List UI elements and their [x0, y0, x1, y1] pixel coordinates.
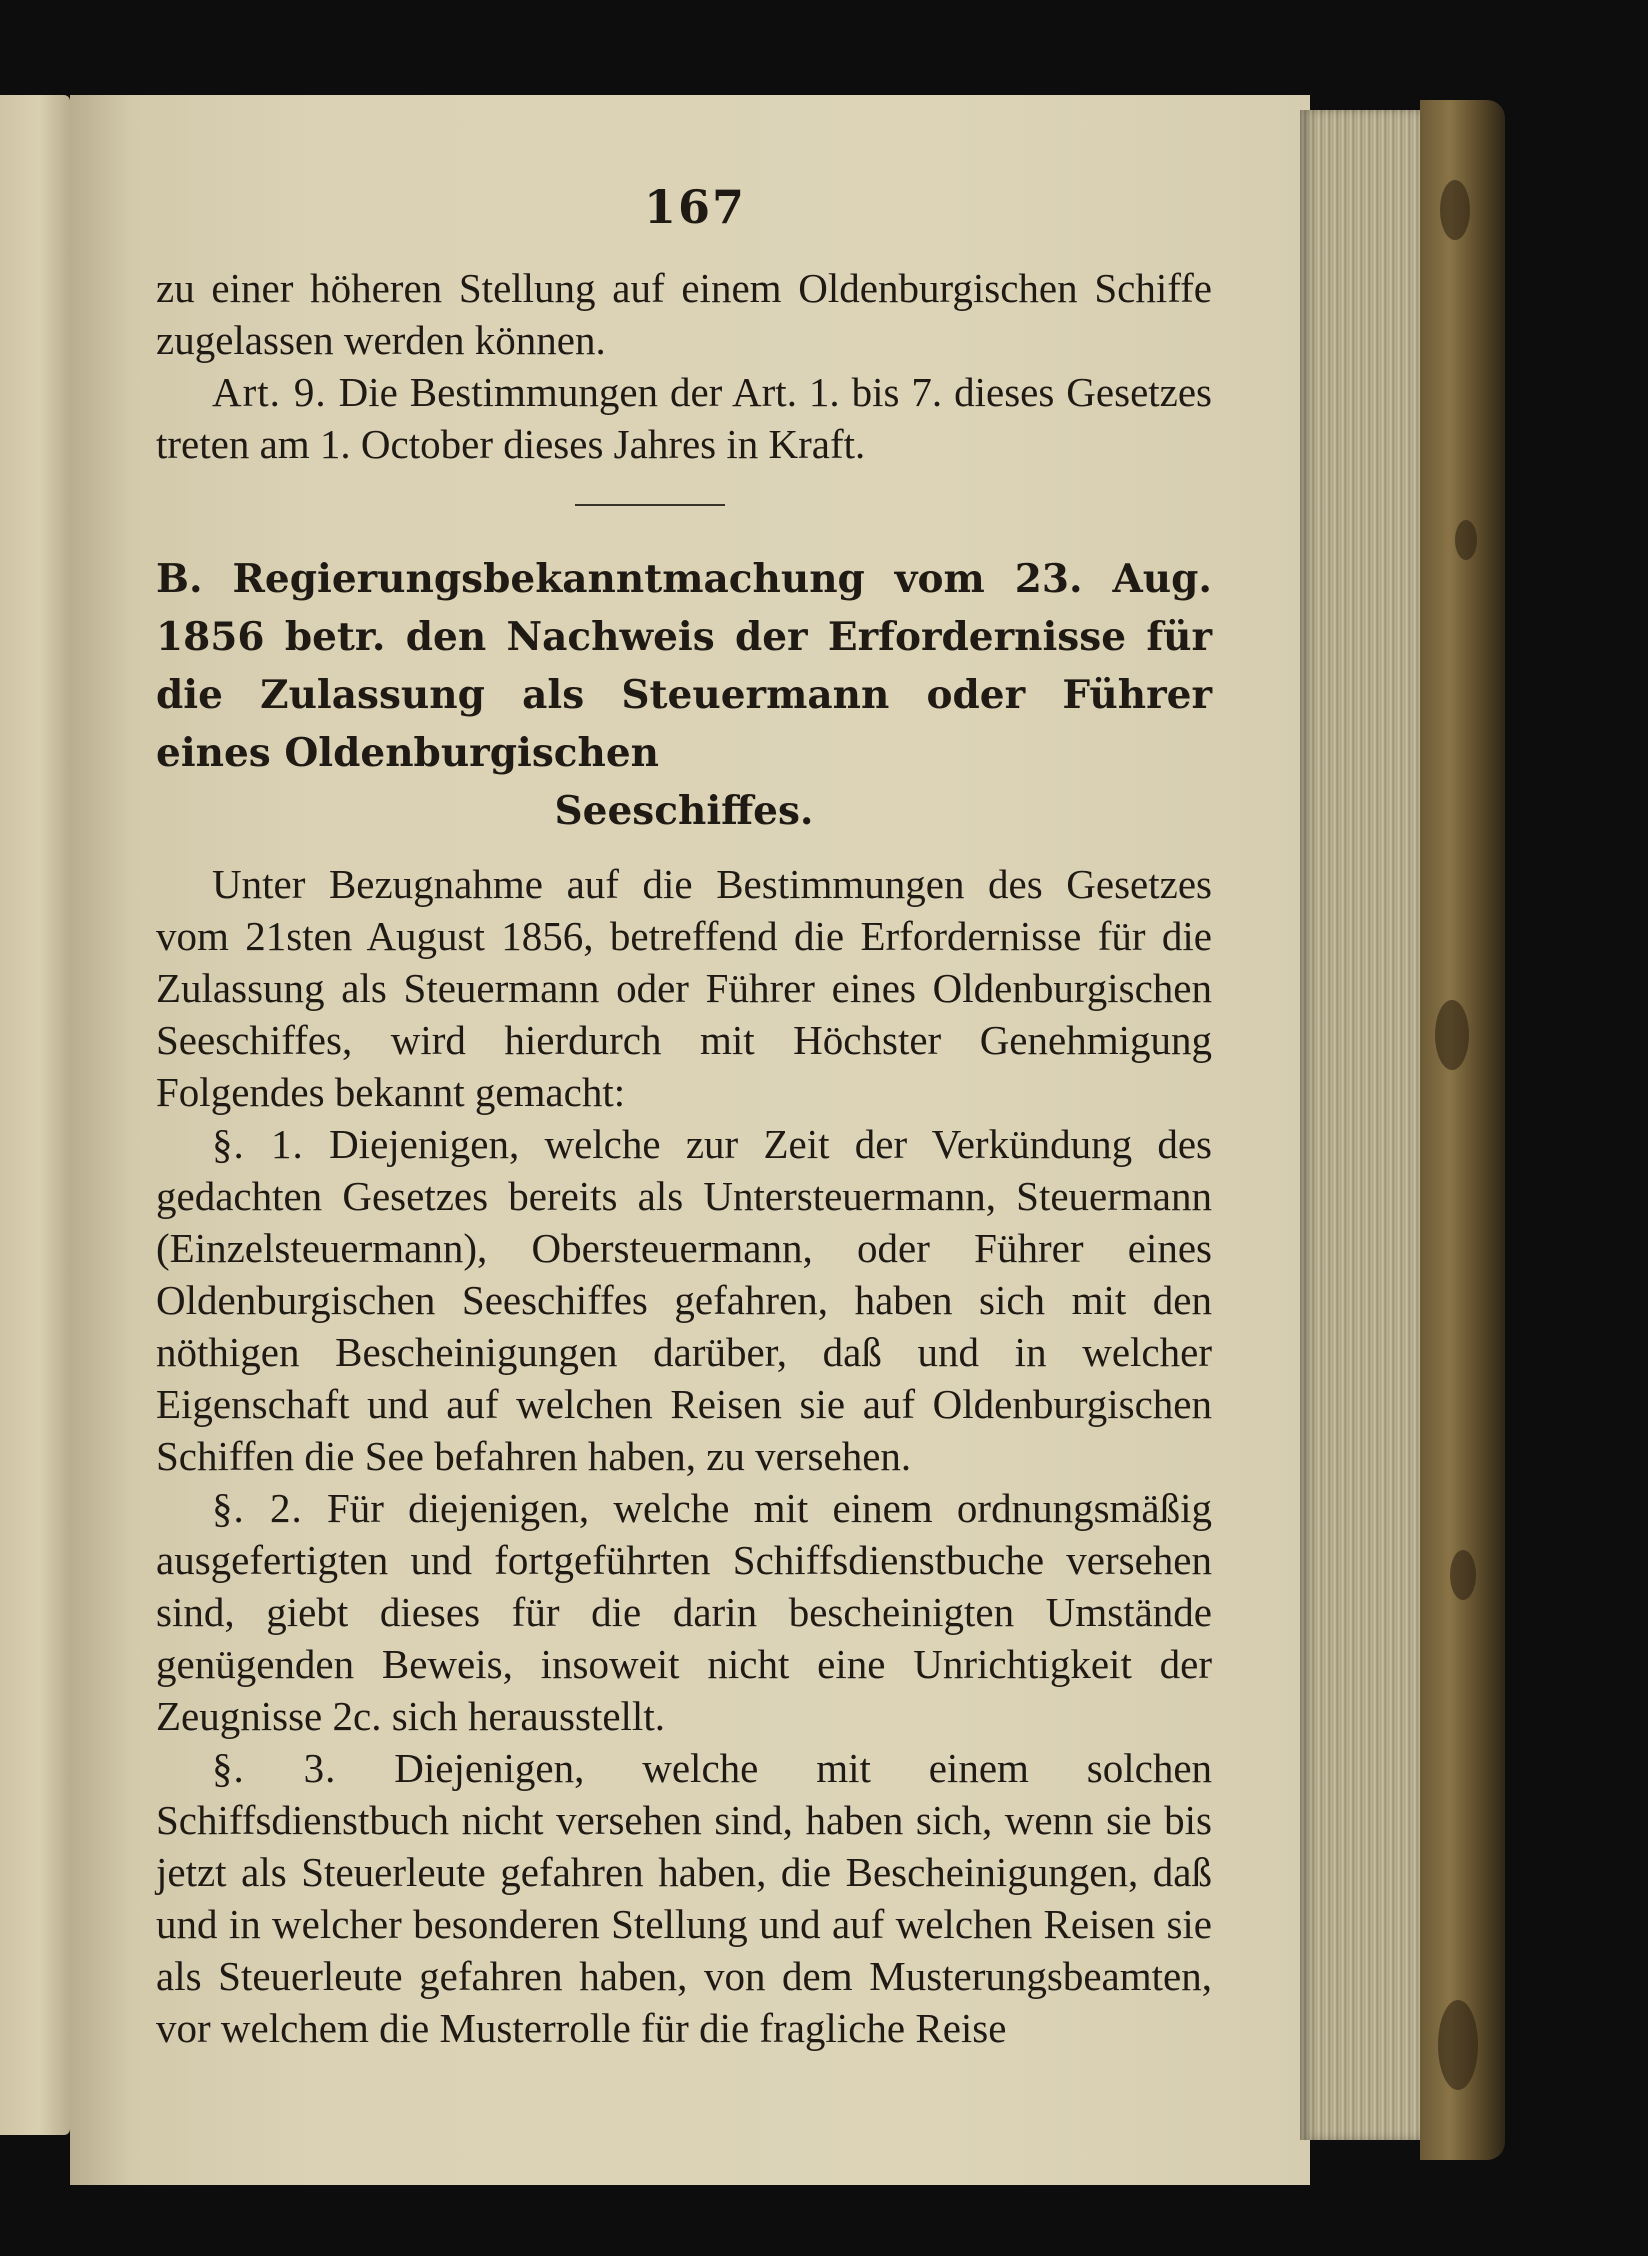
section-1-paragraph: [156, 1118, 1212, 1482]
intro-paragraph: Unter Bezugnahme auf die Bestimmungen des Gesetzes vom 21sten August 1856, betreffend die Erfordernisse für die Zulassung als Steuermann oder Führer eines Oldenburgischen Seeschiffes, wird hierdurch mit Höchster Genehmigung Folgendes bekannt gemacht:: [156, 861, 1212, 1115]
text-column: [156, 180, 1212, 2054]
heading-main: B. Regierungsbekanntmachung vom 23. Aug. 1856 betr. den Nachweis der Erfordernisse für die Zulassung als Steuermann oder Führer eines Oldenburgischen: [156, 556, 1212, 776]
article-9-text: Die Bestimmungen der Art. 1. bis 7. dieses Gesetzes treten am 1. October dieses Jahres in Kraft.: [156, 369, 1213, 467]
page-number: 167: [643, 180, 747, 234]
article-9-paragraph: [156, 366, 1212, 470]
section-2-text: Für diejenigen, welche mit einem ordnungsmäßig ausgefertigten und fortgeführten Schiffsdienstbuche versehen sind, giebt dieses für die darin bescheinigten Umstände genügenden Beweis, insoweit nicht eine Unrichtigkeit der Zeugnisse 2c. sich herausstellt.: [156, 1485, 1213, 1739]
book-cover-edge: [1420, 100, 1505, 2160]
section-2-label: §. 2.: [212, 1485, 303, 1531]
page-block-edge: [1300, 110, 1430, 2140]
section-1-text: Diejenigen, welche zur Zeit der Verkündung des gedachten Gesetzes bereits als Untersteuermann, Steuermann (Einzelsteuermann), Obersteuermann, oder Führer eines Oldenburgischen Seeschiffes gefahren, haben sich mit den nöthigen Bescheinigungen darüber, daß und in welcher Eigenschaft und auf welchen Reisen sie auf Oldenburgischen Schiffen die See befahren haben, zu versehen.: [156, 1121, 1212, 1479]
section-3-paragraph: [156, 1742, 1212, 2054]
previous-page-edge: [0, 95, 70, 2135]
article-9-label: Art. 9.: [212, 369, 327, 415]
section-heading: [156, 550, 1212, 840]
section-2-paragraph: [156, 1482, 1212, 1742]
section-divider: [575, 504, 725, 506]
section-3-label: §. 3.: [212, 1745, 337, 1791]
continuation-paragraph: zu einer höheren Stellung auf einem Oldenburgischen Schiffe zugelassen werden können.: [156, 265, 1212, 363]
section-1-label: §. 1.: [212, 1121, 304, 1167]
section-3-text: Diejenigen, welche mit einem solchen Schiffsdienstbuch nicht versehen sind, haben sich, wenn sie bis jetzt als Steuerleute gefahren haben, die Bescheinigungen, daß und in welcher besonderen Stellung und auf welchen Reisen sie als Steuerleute gefahren haben, von dem Musterungsbeamten, vor welchem die Musterrolle für die fragliche Reise: [156, 1745, 1213, 2051]
heading-last-line: Seeschiffes.: [554, 788, 814, 834]
